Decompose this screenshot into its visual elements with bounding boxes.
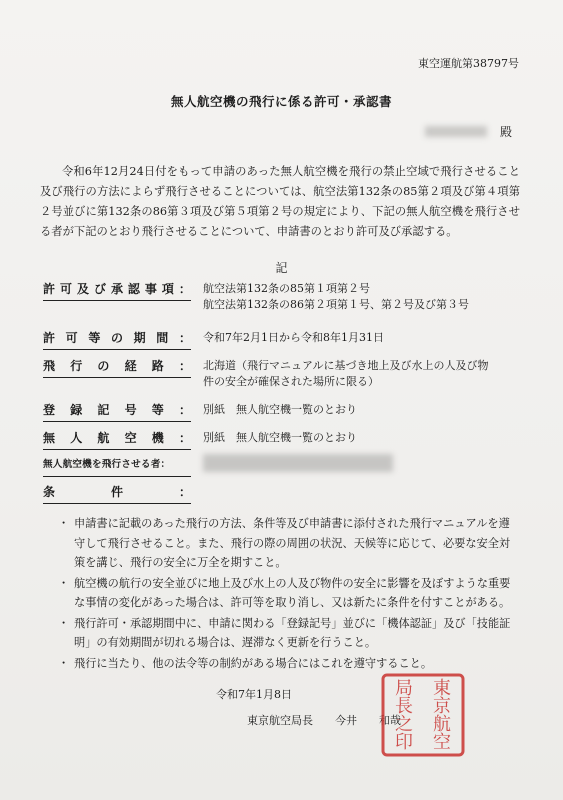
item-value: 航空法第132条の85第１項第２号 航空法第132条の86第２項第１号、第２号及び第３号 — [203, 282, 469, 311]
body-paragraph: 令和6年12月24日付をもって申請のあった無人航空機を飛行の禁止空域で飛行させること及び飛行の方法によらず飛行させることについては、航空法第132条の85第２項及び第４項第２号並びに第132条の86第３項及び第５項第２号の規定により、下記の無人航空機を飛行させる者が下記のとおり飛行させることについて、申請書のとおり許可及び承認する。 — [40, 165, 520, 238]
seal-character: 東 — [433, 678, 451, 699]
addressee — [425, 123, 525, 139]
seal-character: 之 — [395, 714, 413, 735]
seal-character: 航 — [433, 714, 451, 735]
condition-item: ・ 申請書に記載のあった飛行の方法、条件等及び申請書に添付された飛行マニュアルを遵守して飛行させること。また、飛行の際の周囲の状況、天候等に応じて、必要な安全対策を講じ、飛行の安全に万全を期すこと。 — [58, 514, 518, 573]
seal-character: 長 — [395, 696, 413, 717]
issue-date: 令和7年1月8日 — [216, 688, 292, 701]
ki-heading: 記 — [275, 261, 288, 275]
document-title: 無人航空機の飛行に係る許可・承認書 — [170, 94, 392, 109]
condition-item: ・ 飛行に当たり、他の法令等の制約がある場合にはこれを遵守すること。 — [58, 654, 518, 674]
document-number: 東空運航第38797号 — [418, 57, 519, 70]
signer: 東京航空局長 今井 和哉 — [247, 714, 401, 727]
seal-character: 印 — [395, 732, 413, 753]
item-label: 飛 行 の 経 路 ： — [43, 357, 191, 378]
seal-character: 空 — [433, 732, 451, 753]
item-label: 許 可 及 び 承 認 事 項 ： — [43, 280, 191, 301]
condition-item: ・ 航空機の航行の安全並びに地上及び水上の人及び物件の安全に影響を及ぼすような重要な事情の変化があった場合は、許可等を取り消し、又は新たに条件を付すことがある。 — [58, 574, 518, 613]
item-label: 登 録 記 号 等 ： — [43, 401, 191, 422]
condition-item: ・ 飛行許可・承認期間中に、申請に関わる「登録記号」並びに「機体認証」及び「技能証明」の有効期間が切れる場合は、遅滞なく更新を行うこと。 — [58, 614, 518, 653]
conditions-list — [58, 514, 518, 674]
item-label: 無 人 航 空 機 ： — [43, 429, 191, 450]
item-label: 許 可 等 の 期 間 ： — [43, 329, 191, 350]
item-value: 別紙 無人航空機一覧のとおり — [203, 431, 357, 444]
seal-character: 局 — [395, 678, 413, 699]
seal-character: 京 — [433, 696, 451, 717]
item-label: 条 件 ： — [43, 483, 191, 504]
item-value: 令和7年2月1日から令和8年1月31日 — [203, 331, 384, 344]
honorific-suffix: 殿 — [500, 125, 513, 139]
redacted-addressee-name — [425, 126, 487, 137]
item-label: 無人航空機を飛行させる者： — [43, 456, 191, 477]
official-seal-stamp — [380, 672, 466, 758]
item-value: 北海道（飛行マニュアルに基づき地上及び水上の人及び物 件の安全が確保された場所に限る） — [203, 359, 489, 388]
redacted-operator-name — [203, 454, 393, 472]
item-value: 別紙 無人航空機一覧のとおり — [203, 403, 357, 416]
